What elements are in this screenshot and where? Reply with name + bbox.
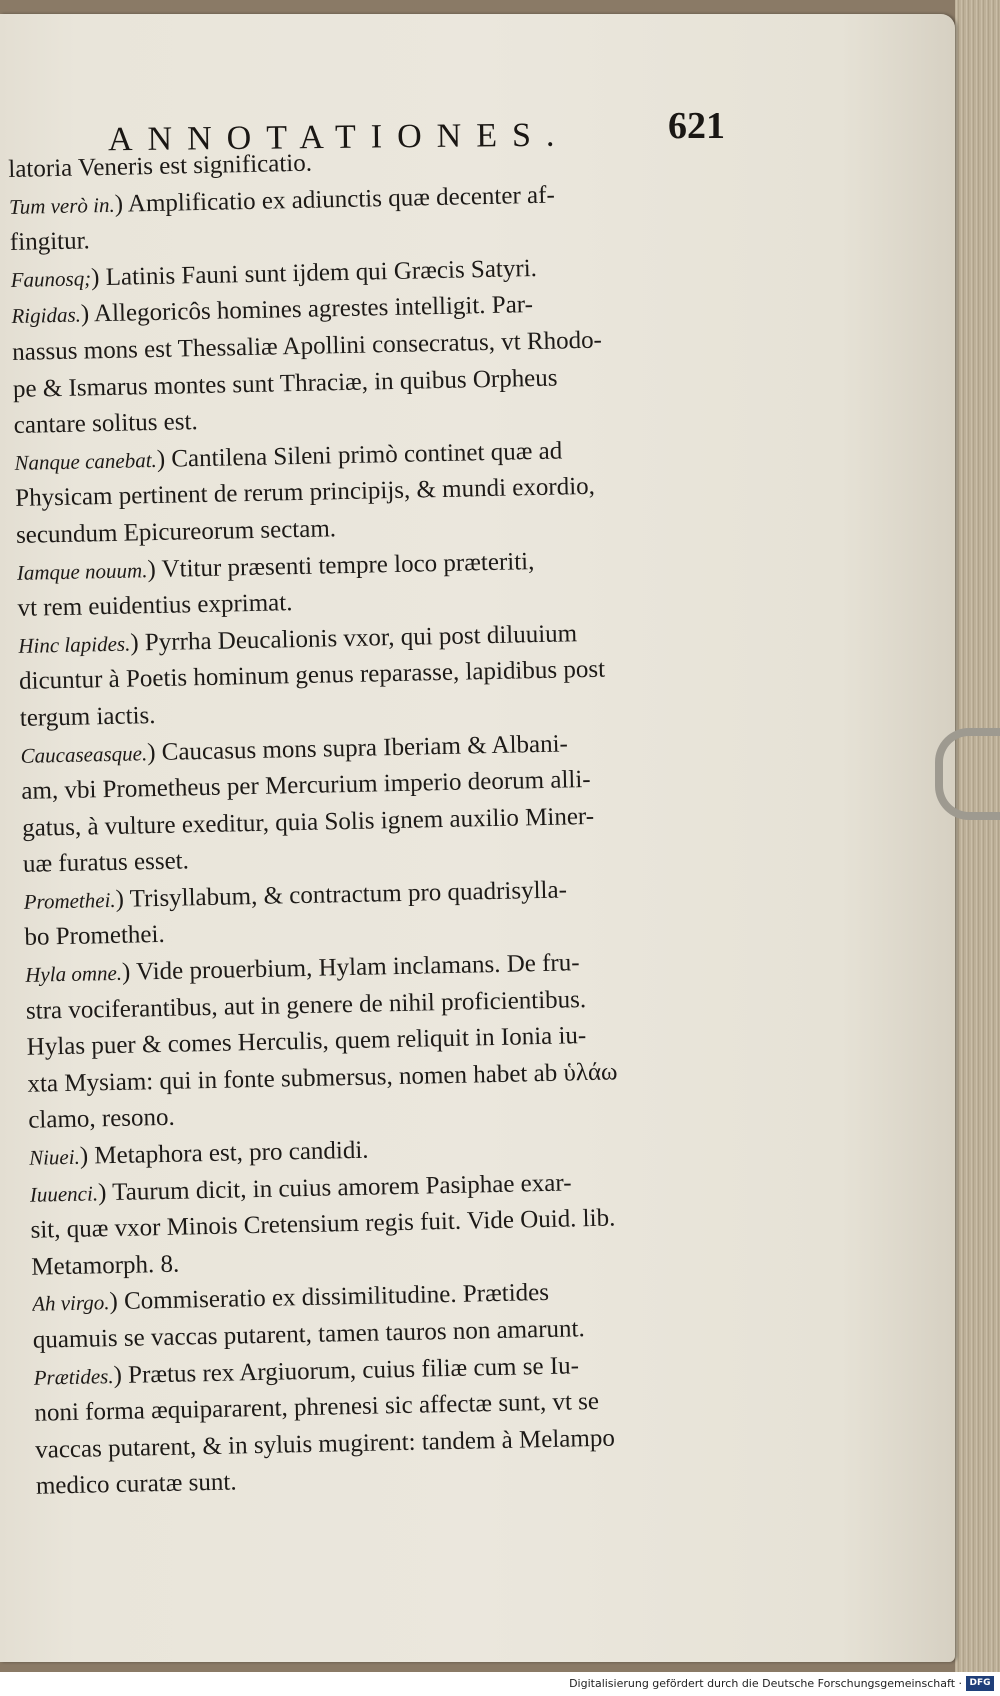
line-text: fingitur. — [9, 227, 91, 257]
line-text: stra vociferantibus, aut in genere de nihil proficientibus. — [25, 985, 587, 1025]
lemma: Rigidas. — [11, 302, 82, 329]
line-text: ) Prætus rex Argiuorum, cuius filiæ cum se Iu- — [113, 1351, 580, 1389]
page-edges — [955, 0, 1000, 1672]
lemma: Nanque canebat. — [14, 447, 158, 475]
book-page — [0, 14, 955, 1662]
lemma: Iuuenci. — [29, 1180, 99, 1207]
line-text: Metamorph. 8. — [31, 1250, 180, 1281]
line-text: bo Promethei. — [24, 921, 165, 952]
line-text: ) Cantilena Sileni primò continet quæ ad — [156, 437, 563, 473]
lemma: Ah virgo. — [31, 1290, 110, 1317]
line-text: ) Amplificatio ex adiunctis quæ decenter af- — [114, 181, 556, 218]
line-text: vt rem euidentius exprimat. — [17, 589, 293, 623]
page-number: 621 — [668, 105, 725, 147]
line-text: cantare solitus est. — [13, 408, 198, 440]
line-text: ) Pyrrha Deucalionis vxor, qui post diluuium — [130, 619, 578, 657]
running-title: ANNOTATIONES. — [107, 116, 570, 159]
annotation-text — [8, 137, 776, 1506]
line-text: quamuis se vaccas putarent, tamen tauros non amarunt. — [32, 1315, 585, 1354]
line-text: clamo, resono. — [28, 1104, 176, 1135]
lemma: Niuei. — [28, 1144, 81, 1170]
line-text: latoria Veneris est significatio. — [8, 149, 313, 183]
line-text: am, vbi Prometheus per Mercurium imperio deorum alli- — [21, 766, 591, 805]
line-text: ) Trisyllabum, & contractum pro quadrisylla- — [115, 876, 568, 913]
funding-credit: Digitalisierung gefördert durch die Deutsche Forschungsgemeinschaft · — [569, 1677, 962, 1690]
line-text: uæ furatus esset. — [22, 847, 190, 879]
lemma: Caucaseasque. — [20, 740, 148, 768]
lemma: Hinc lapides. — [18, 631, 131, 658]
line-text: gatus, à vulture exeditur, quia Solis ignem auxilio Miner- — [21, 802, 595, 842]
lemma: Iamque nouum. — [16, 557, 148, 585]
lemma: Tum verò in. — [8, 192, 115, 219]
line-text: ) Allegoricôs homines agrestes intelligit. Par- — [80, 291, 534, 328]
footer-bar — [0, 1672, 1000, 1696]
lemma: Faunosq; — [10, 266, 92, 292]
book-clasp — [935, 728, 1000, 820]
line-text: pe & Ismarus montes sunt Thraciæ, in quibus Orpheus — [12, 364, 558, 403]
line-text: ) Vtitur præsenti tempre loco præteriti, — [147, 547, 535, 583]
line-text: medico curatæ sunt. — [35, 1468, 237, 1501]
line-text: nassus mons est Thessaliæ Apollini consecratus, vt Rhodo- — [11, 326, 603, 366]
line-text: ) Vide prouerbium, Hylam inclamans. De fru- — [121, 949, 580, 986]
lemma: Hyla omne. — [24, 960, 123, 987]
lemma: Prætides. — [33, 1363, 114, 1390]
line-text: tergum iactis. — [19, 701, 156, 732]
lemma: Promethei. — [23, 887, 116, 914]
line-text: ) Latinis Fauni sunt ijdem qui Græcis Satyri. — [90, 254, 538, 292]
line-text: vaccas putarent, & in syluis mugirent: tandem à Melampo — [34, 1424, 616, 1464]
line-text: sit, quæ vxor Minois Cretensium regis fuit. Vide Ouid. lib. — [30, 1204, 616, 1244]
line-text: ) Taurum dicit, in cuius amorem Pasiphae exar- — [97, 1169, 572, 1206]
line-text: dicuntur à Poetis hominum genus reparasse, lapidibus post — [18, 655, 606, 696]
line-text: xta Mysiam: qui in fonte submersus, nomen habet ab ὑλάω — [27, 1058, 618, 1098]
line-text: ) Commiseratio ex dissimilitudine. Prætides — [109, 1279, 550, 1316]
line-text: Hylas puer & comes Herculis, quem reliquit in Ionia iu- — [26, 1022, 587, 1062]
line-text: noni forma æquipararent, phrenesi sic affectæ sunt, vt se — [34, 1388, 600, 1427]
line-text: ) Caucasus mons supra Iberiam & Albani- — [146, 729, 569, 766]
line-text: secundum Epicureorum sectam. — [15, 515, 337, 549]
dfg-logo-icon: DFG — [966, 1676, 994, 1691]
line-text: Physicam pertinent de rerum principijs, & mundi exordio, — [14, 473, 596, 513]
line-text: ) Metaphora est, pro candidi. — [79, 1136, 369, 1170]
